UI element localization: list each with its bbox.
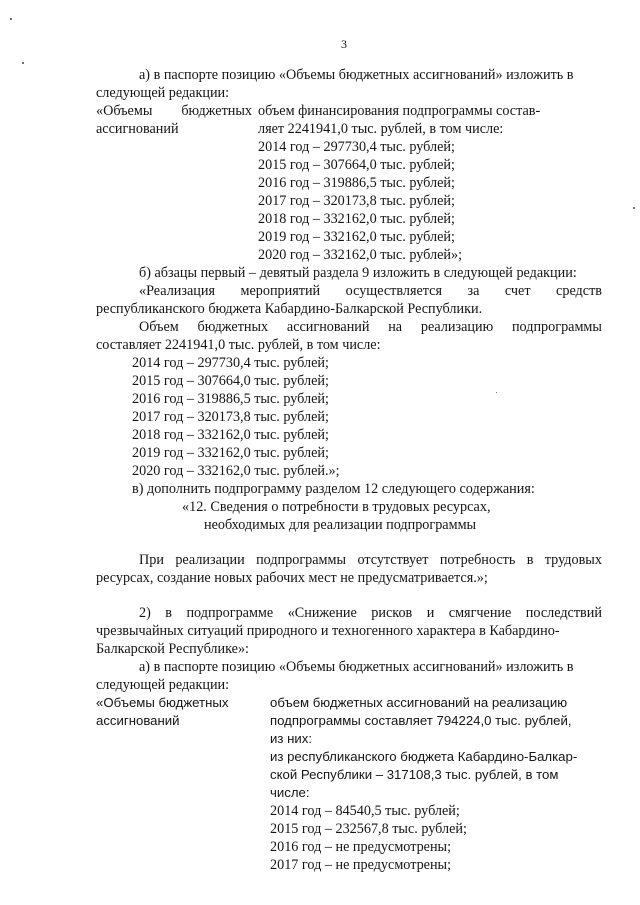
word: При	[139, 552, 164, 568]
passport2-years	[270, 802, 467, 874]
passport-right-line: 2019 год – 332162,0 тыс. рублей;	[258, 229, 455, 245]
word: трудовых	[544, 552, 602, 568]
passport-left-label-line1	[96, 102, 252, 120]
passport2-right-column	[270, 694, 577, 802]
passport2-right-line: из них:	[270, 731, 312, 746]
passport-right-column	[258, 102, 540, 264]
passport-left-label-line2: ассигнований	[96, 121, 179, 137]
section-c-line1: в) дополнить подпрограмму разделом 12 следующего содержания:	[132, 481, 535, 497]
section-2-line2: чрезвычайных ситуаций природного и техногенного характера в Кабардино-	[96, 623, 560, 639]
passport2-right-line: числе:	[270, 785, 310, 800]
section-2-line1	[139, 604, 602, 622]
word: реализации	[175, 552, 245, 568]
passport2-right-line: подпрограммы составляет 794224,0 тыс. рублей,	[270, 713, 572, 728]
scan-speck	[633, 207, 635, 209]
passport-right-line: ляет 2241941,0 тыс. рублей, в том числе:	[258, 121, 504, 137]
word: отсутствует	[357, 552, 429, 568]
passport2-left-line1: «Объемы бюджетных	[96, 695, 229, 710]
section-a-intro-line1: а) в паспорте позицию «Объемы бюджетных ассигнований» изложить в	[139, 67, 574, 83]
passport-right-line: 2020 год – 332162,0 тыс. рублей»;	[258, 247, 463, 263]
passport2-right-line: ской Республики – 317108,3 тыс. рублей, в том	[270, 767, 559, 782]
year-line: 2016 год – 319886,5 тыс. рублей;	[132, 391, 329, 407]
passport-left-word2: бюджетных	[181, 103, 252, 119]
scan-speck	[496, 392, 497, 393]
word: Объем	[139, 319, 179, 335]
word: реализацию	[420, 319, 494, 335]
year-line: 2020 год – 332162,0 тыс. рублей.»;	[132, 463, 340, 479]
word: подпрограммы	[511, 319, 602, 335]
passport-right-line: 2018 год – 332162,0 тыс. рублей;	[258, 211, 455, 227]
passport-right-line: 2016 год – 319886,5 тыс. рублей;	[258, 175, 455, 191]
section-c-paragraph-line1	[139, 551, 602, 569]
passport-right-line: 2014 год – 297730,4 тыс. рублей;	[258, 139, 455, 155]
page-number: 3	[341, 37, 347, 51]
section-b-line1: б) абзацы первый – девятый раздела 9 изложить в следующей редакции:	[139, 265, 577, 281]
year-line: 2014 год – 297730,4 тыс. рублей;	[132, 355, 329, 371]
word: счет	[504, 283, 531, 299]
year-line: 2014 год – 84540,5 тыс. рублей;	[270, 803, 460, 819]
year-line: 2018 год – 332162,0 тыс. рублей;	[132, 427, 329, 443]
word: подпрограммы	[256, 552, 347, 568]
passport2-right-line: из республиканского бюджета Кабардино-Балкар-	[270, 749, 578, 764]
passport2-right-line: объем бюджетных ассигнований на реализацию	[270, 695, 568, 710]
section-a-intro-line2: следующей редакции:	[96, 85, 230, 101]
passport-right-line: объем финансирования подпрограммы состав-	[258, 103, 541, 119]
word: последствий	[525, 605, 602, 621]
year-line: 2019 год – 332162,0 тыс. рублей;	[132, 445, 329, 461]
section-2-line3: Балкарской Республике»:	[96, 641, 249, 657]
passport-left-word1: «Объемы	[96, 103, 153, 119]
section-b-line3: республиканского бюджета Кабардино-Балкарской Республики.	[96, 301, 483, 317]
section-b-line2	[139, 282, 602, 300]
passport2-left-column	[96, 694, 228, 730]
word: и	[426, 605, 435, 621]
word: смягчение	[448, 605, 512, 621]
word: мероприятий	[240, 283, 321, 299]
scan-speck	[22, 62, 24, 64]
word: в	[165, 605, 172, 621]
word: потребность	[439, 552, 516, 568]
passport-right-line: 2015 год – 307664,0 тыс. рублей;	[258, 157, 455, 173]
section-c-paragraph-line2: ресурсах, создание новых рабочих мест не предусматривается.»;	[96, 570, 488, 586]
word: рисков	[371, 605, 413, 621]
word: ассигнований	[286, 319, 370, 335]
section-c-heading-line2: необходимых для реализации подпрограммы	[204, 517, 477, 533]
section-2-line4: а) в паспорте позицию «Объемы бюджетных ассигнований» изложить в	[139, 659, 574, 675]
year-line: 2015 год – 232567,8 тыс. рублей;	[270, 821, 467, 837]
section-b-line4	[139, 318, 602, 336]
passport2-left-line2: ассигнований	[96, 713, 180, 728]
year-line: 2017 год – не предусмотрены;	[270, 857, 452, 873]
section-c-heading-line1: «12. Сведения о потребности в трудовых ресурсах,	[182, 499, 491, 515]
section-b-line5: составляет 2241941,0 тыс. рублей, в том числе:	[96, 337, 381, 353]
word: осуществляется	[345, 283, 442, 299]
word: «Снижение	[287, 605, 357, 621]
word: подпрограмме	[186, 605, 274, 621]
year-line: 2017 год – 320173,8 тыс. рублей;	[132, 409, 329, 425]
word: за	[467, 283, 480, 299]
word: средств	[556, 283, 602, 299]
section-2-line5: следующей редакции:	[96, 677, 230, 693]
word: «Реализация	[139, 283, 215, 299]
passport-right-line: 2017 год – 320173,8 тыс. рублей;	[258, 193, 455, 209]
scan-speck	[10, 18, 12, 20]
word: 2)	[139, 605, 151, 621]
year-line: 2015 год – 307664,0 тыс. рублей;	[132, 373, 329, 389]
year-line: 2016 год – не предусмотрены;	[270, 839, 452, 855]
word: бюджетных	[197, 319, 269, 335]
section-b-years	[132, 354, 340, 480]
word: на	[388, 319, 403, 335]
word: в	[526, 552, 534, 568]
